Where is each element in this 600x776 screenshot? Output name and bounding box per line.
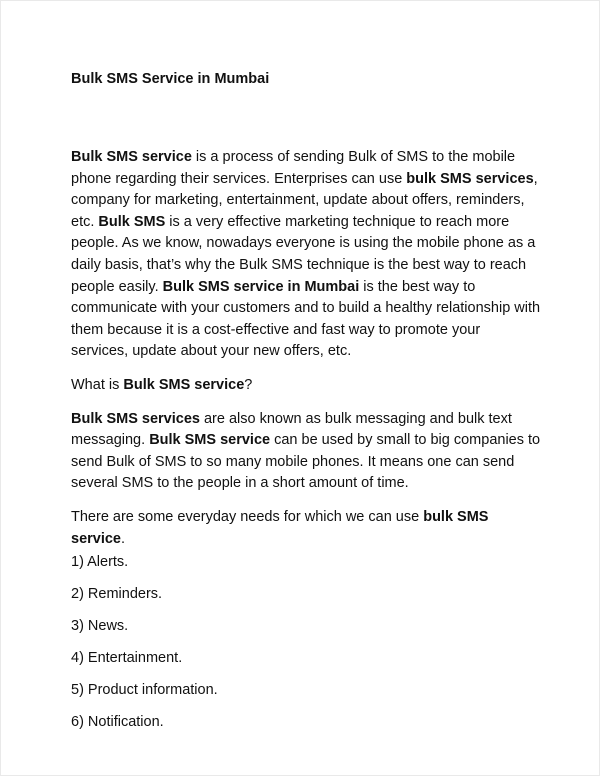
- text-segment: What is: [71, 376, 124, 393]
- bold-text-segment: Bulk SMS service: [149, 432, 271, 449]
- paragraph-definition: [71, 409, 541, 495]
- document-content: [71, 69, 541, 744]
- text-segment: is a very effective marketing technique to reach more people. As we know, nowadays everyone is using the mobile phone as a daily basis, that’s why the Bulk SMS technique is the best way to reach people easily.: [71, 213, 536, 295]
- page-title: Bulk SMS Service in Mumbai: [71, 71, 270, 87]
- text-segment: There are some everyday needs for which we can use: [71, 508, 424, 525]
- paragraph-intro: [71, 147, 541, 363]
- bold-text-segment: Bulk SMS service: [71, 149, 192, 165]
- list-item-entertainment: 4) Entertainment.: [71, 650, 183, 667]
- list-item-product-information: 5) Product information.: [71, 682, 218, 699]
- list-item-reminders: 2) Reminders.: [71, 586, 163, 603]
- bold-text-segment: bulk SMS services: [406, 170, 534, 187]
- bold-text-segment: bulk SMS service: [71, 508, 489, 547]
- bold-text-segment: Bulk SMS service in Mumbai: [162, 278, 360, 295]
- text-segment: is the best way to communicate with your customers and to build a healthy relationship with them because it is a cost-effective and fast way to promote your services, update about your new offers, etc.: [71, 278, 541, 360]
- text-segment: .: [121, 530, 126, 547]
- text-segment: are also known as bulk messaging and bulk text messaging.: [71, 410, 512, 449]
- paragraph-what-is: [71, 375, 541, 397]
- text-segment: , company for marketing, entertainment, update about offers, reminders, etc.: [71, 170, 538, 230]
- text-segment: can be used by small to big companies to send Bulk of SMS to so many mobile phones. It means one can send several SMS to the people in a short amount of time.: [71, 432, 541, 492]
- text-segment: is a process of sending Bulk of SMS to the mobile phone regarding their services. Enterprises can use: [71, 149, 516, 187]
- bold-text-segment: Bulk SMS service: [123, 376, 245, 393]
- list-item-notification: 6) Notification.: [71, 714, 164, 731]
- bold-text-segment: Bulk SMS services: [71, 410, 200, 427]
- text-segment: ?: [244, 376, 253, 393]
- paragraph-needs: [71, 507, 541, 550]
- list-item-alerts: 1) Alerts.: [71, 554, 129, 571]
- list-item-news: 3) News.: [71, 618, 129, 635]
- bold-text-segment: Bulk SMS: [98, 213, 166, 230]
